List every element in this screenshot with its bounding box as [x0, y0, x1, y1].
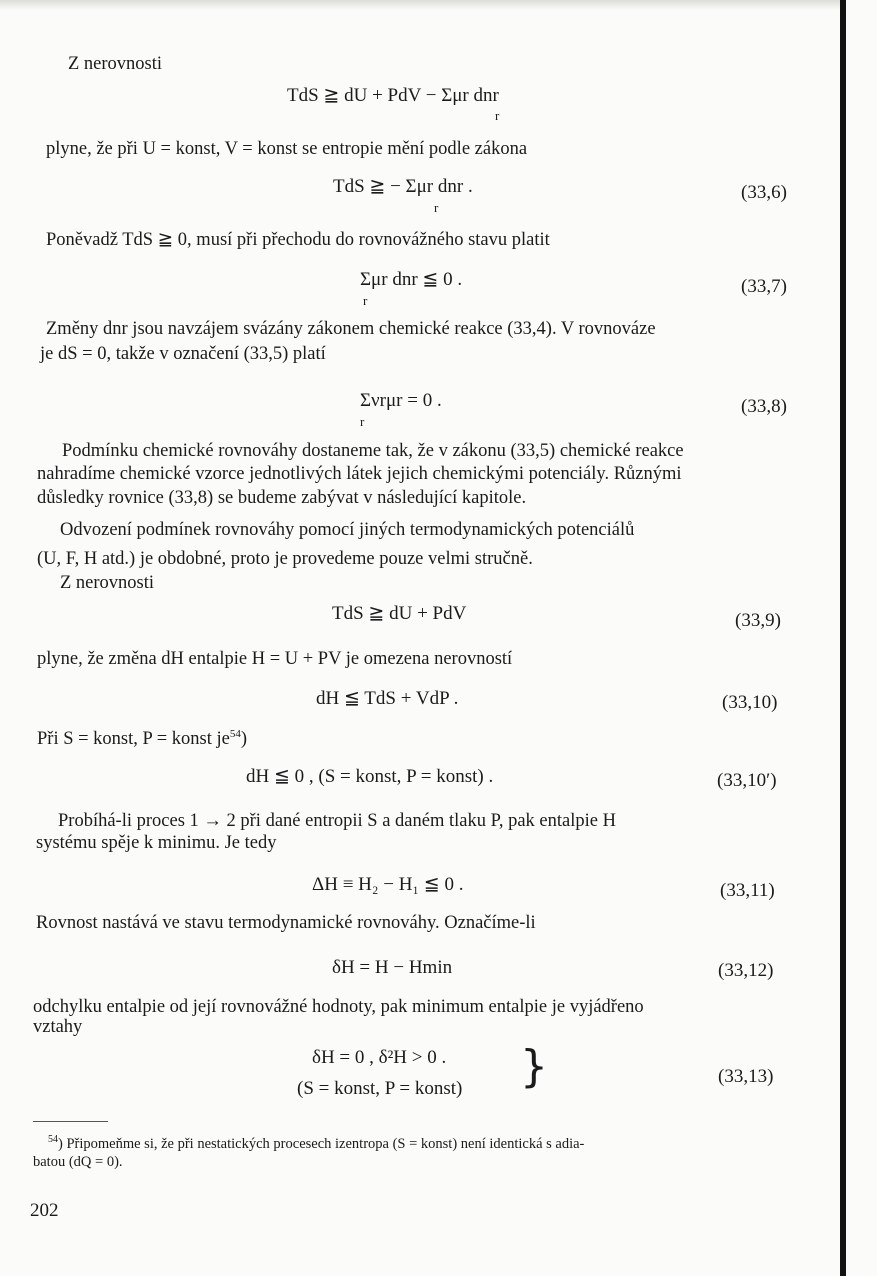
text-line: plyne, že změna dH entalpie H = U + PV je omezena nerovností	[37, 649, 513, 669]
equation-number: (33,9)	[735, 610, 781, 631]
text-line: vztahy	[33, 1017, 83, 1037]
text-line: Z nerovnosti	[68, 54, 163, 74]
text-line: nahradíme chemické vzorce jednotlivých látek jejich chemickými potenciály. Různými	[37, 464, 682, 484]
equation-number: (33,10′)	[717, 770, 777, 791]
page-right-edge	[840, 0, 846, 1276]
equation-33-12: δH = H − Hmin	[332, 957, 453, 978]
page-top-shadow	[0, 0, 840, 10]
text-line: (U, F, H atd.) je obdobné, proto je provedeme pouze velmi stručně.	[37, 549, 533, 569]
equation-33-9: TdS ≧ dU + PdV	[332, 603, 467, 624]
page-number: 202	[30, 1200, 59, 1221]
equation-33-7: Σμr dnr ≦ 0 .	[360, 269, 463, 290]
equation-number: (33,6)	[741, 182, 787, 203]
text-line: Odvození podmínek rovnováhy pomocí jiných termodynamických potenciálů	[60, 520, 635, 540]
text-line: odchylku entalpie od její rovnovážné hodnoty, pak minimum entalpie je vyjádřeno	[33, 997, 644, 1017]
text-line: je dS = 0, takže v označení (33,5) platí	[40, 344, 326, 364]
sum-index: r	[495, 108, 500, 123]
sum-index: r	[363, 293, 368, 308]
equation-33-10-prime: dH ≦ 0 , (S = konst, P = konst) .	[246, 766, 494, 787]
equation-number: (33,12)	[718, 960, 774, 981]
text-line: Poněvadž TdS ≧ 0, musí při přechodu do rovnovážného stavu platit	[46, 230, 550, 250]
text-line: Změny dnr jsou navzájem svázány zákonem chemické reakce (33,4). V rovnováze	[46, 319, 656, 339]
footnote-line: $^{54}$) Připomeňme si, že při nestatických procesech izentropa (S = konst) není identická s adia-	[48, 1134, 585, 1152]
equation-number: (33,13)	[718, 1066, 774, 1087]
equation-33-13-line1: δH = 0 , δ²H > 0 .	[312, 1047, 447, 1068]
footnote-line: batou (dQ = 0).	[33, 1154, 123, 1170]
equation-number: (33,10)	[722, 692, 778, 713]
equation-33-11: ΔH ≡ H₂ − H₁ ≦ 0 .	[312, 874, 464, 895]
equation-number: (33,8)	[741, 396, 787, 417]
text-line: Rovnost nastává ve stavu termodynamické rovnováhy. Označíme-li	[36, 913, 536, 933]
text-line: Při S = konst, P = konst $je^{54}$)	[37, 728, 248, 750]
text-line: systému spěje k minimu. Je tedy	[36, 833, 277, 853]
sum-index: r	[434, 200, 439, 215]
right-brace-icon: }	[520, 1041, 548, 1092]
equation-33-13-line2: (S = konst, P = konst)	[297, 1078, 463, 1099]
text-line: plyne, že při U = konst, V = konst se entropie mění podle zákona	[46, 139, 528, 159]
text-line: Podmínku chemické rovnováhy dostaneme tak, že v zákonu (33,5) chemické reakce	[62, 441, 684, 461]
text-line: Probíhá-li proces 1 → 2 při dané entropii S a daném tlaku P, pak entalpie H	[58, 811, 616, 831]
footnote-rule	[33, 1121, 108, 1122]
equation-33-8: Σνrμr = 0 .	[360, 390, 442, 411]
text-line: důsledky rovnice (33,8) se budeme zabývat v následující kapitole.	[37, 488, 527, 508]
equation-33-6: TdS ≧ − Σμr dnr .	[333, 176, 473, 197]
equation-number: (33,11)	[720, 880, 775, 901]
text-line: Z nerovnosti	[60, 573, 155, 593]
equation-inequality: TdS ≧ dU + PdV − Σμr dnr	[287, 85, 499, 106]
sum-index: r	[360, 414, 365, 429]
equation-33-10: dH ≦ TdS + VdP .	[316, 688, 459, 709]
equation-number: (33,7)	[741, 276, 787, 297]
